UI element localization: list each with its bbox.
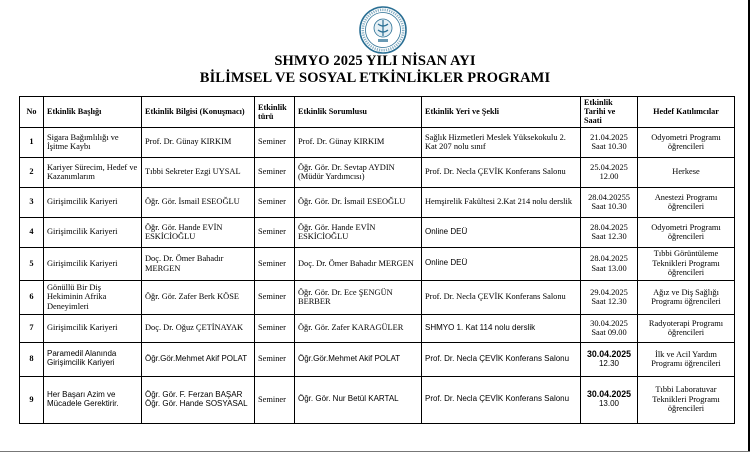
cell-sorumlu: Öğr. Gör. Nur Betül KARTAL — [295, 376, 422, 423]
cell-bilgi: Doç. Dr. Ömer Bahadır MERGEN — [142, 247, 255, 280]
table-row — [20, 342, 735, 376]
cell-sorumlu: Öğr. Gör. Dr. İsmail ESEOĞLU — [295, 187, 422, 217]
cell-tur: Seminer — [255, 127, 295, 157]
cell-sorumlu: Öğr.Gör.Mehmet Akif POLAT — [295, 342, 422, 376]
cell-yer: Prof. Dr. Necla ÇEVİK Konferans Salonu — [422, 280, 581, 314]
cell-tarih: 28.04.2025 Saat 12.30 — [581, 217, 638, 247]
cell-no: 9 — [20, 376, 44, 423]
header-sorumlu: Etkinlik Sorumlusu — [295, 97, 422, 128]
cell-sorumlu: Öğr. Gör. Dr. Sevtap AYDIN (Müdür Yardımcısı) — [295, 157, 422, 187]
bilgi-line-2: Öğr. Gör. Hande SOSYASAL — [145, 398, 248, 408]
cell-yer: SHMYO 1. Kat 114 nolu derslik — [422, 314, 581, 342]
cell-tarih: 28.04.20255 Saat 10.30 — [581, 187, 638, 217]
cell-tur: Seminer — [255, 314, 295, 342]
header-tarih: Etkinlik Tarihi ve Saati — [581, 97, 638, 128]
title-line-2: BİLİMSEL VE SOSYAL ETKİNLİKLER PROGRAMI — [199, 70, 551, 86]
cell-no: 8 — [20, 342, 44, 376]
cell-yer: Online DEÜ — [422, 247, 581, 280]
title-line-1: SHMYO 2025 YILI NİSAN AYI — [274, 53, 476, 69]
header-yer: Etkinlik Yeri ve Şekli — [422, 97, 581, 128]
cell-no: 2 — [20, 157, 44, 187]
cell-bilgi: Öğr.Gör.Mehmet Akif POLAT — [142, 342, 255, 376]
header-bilgi: Etkinlik Bilgisi (Konuşmacı) — [142, 97, 255, 128]
tarih-date: 30.04.2025 — [586, 348, 632, 359]
cell-no: 5 — [20, 247, 44, 280]
cell-sorumlu: Doç. Dr. Ömer Bahadır MERGEN — [295, 247, 422, 280]
cell-yer: Sağlık Hizmetleri Meslek Yüksekokulu 2. Kat 207 nolu sınıf — [422, 127, 581, 157]
cell-tur: Seminer — [255, 217, 295, 247]
table-row — [20, 217, 735, 247]
table-row — [20, 376, 735, 423]
cell-tarih: 29.04.2025 Saat 12.30 — [581, 280, 638, 314]
cell-bilgi: Doç. Dr. Oğuz ÇETİNAYAK — [142, 314, 255, 342]
cell-hedef: Ağız ve Diş Sağlığı Programı öğrencileri — [638, 280, 735, 314]
cell-baslik: Her Başarı Azim ve Mücadele Gerektirir. — [44, 376, 142, 423]
table-row — [20, 187, 735, 217]
cell-baslik: Girişimcilik Kariyeri — [44, 217, 142, 247]
cell-yer: Prof. Dr. Necla ÇEVİK Konferans Salonu — [422, 342, 581, 376]
cell-baslik: Paramedil Alanında Girişimcilik Kariyeri — [44, 342, 142, 376]
header-hedef: Hedef Katılımcılar — [638, 97, 735, 128]
cell-baslik: Girişimcilik Kariyeri — [44, 314, 142, 342]
cell-baslik: Kariyer Sürecim, Hedef ve Kazanımlarım — [44, 157, 142, 187]
program-table — [19, 96, 735, 424]
table-row — [20, 127, 735, 157]
cell-hedef: Odyometri Programı öğrencileri — [638, 217, 735, 247]
tarih-date: 30.04.2025 — [586, 389, 632, 400]
cell-bilgi: Tıbbi Sekreter Ezgi UYSAL — [142, 157, 255, 187]
cell-hedef: Anestezi Programı öğrencileri — [638, 187, 735, 217]
tarih-time: 13.00 — [598, 399, 620, 408]
cell-no: 1 — [20, 127, 44, 157]
cell-hedef: Herkese — [638, 157, 735, 187]
cell-sorumlu: Öğr. Gör. Hande EVİN ESKİCİOĞLU — [295, 217, 422, 247]
cell-bilgi: Prof. Dr. Günay KIRKIM — [142, 127, 255, 157]
table-row — [20, 314, 735, 342]
cell-tur: Seminer — [255, 376, 295, 423]
cell-hedef: Tıbbi Görüntüleme Teknikleri Programı öğrencileri — [638, 247, 735, 280]
cell-baslik: Girişimcilik Kariyeri — [44, 247, 142, 280]
header-baslik: Etkinlik Başlığı — [44, 97, 142, 128]
cell-sorumlu: Öğr. Gör. Zafer KARAGÜLER — [295, 314, 422, 342]
cell-yer: Online DEÜ — [422, 217, 581, 247]
cell-yer: Prof. Dr. Necla ÇEVİK Konferans Salonu — [422, 157, 581, 187]
university-seal-logo — [359, 6, 407, 54]
cell-baslik: Sigara Bağımlılığı ve İşitme Kaybı — [44, 127, 142, 157]
table-row — [20, 280, 735, 314]
cell-no: 7 — [20, 314, 44, 342]
cell-yer: Prof. Dr. Necla ÇEVİK Konferans Salonu — [422, 376, 581, 423]
cell-tarih: 25.04.2025 12.00 — [581, 157, 638, 187]
table-row — [20, 247, 735, 280]
header-no: No — [20, 97, 44, 128]
cell-sorumlu: Öğr. Gör. Dr. Ece ŞENGÜN BERBER — [295, 280, 422, 314]
bilgi-line-1: Öğr. Gör. F. Ferzan BAŞAR — [145, 389, 243, 399]
cell-no: 4 — [20, 217, 44, 247]
cell-tarih: 30.04.2025 Saat 09.00 — [581, 314, 638, 342]
cell-tur: Seminer — [255, 247, 295, 280]
tarih-time: 12.30 — [598, 358, 620, 368]
table-header-row — [20, 97, 735, 128]
cell-no: 6 — [20, 280, 44, 314]
cell-bilgi: Öğr. Gör. Zafer Berk KÖSE — [142, 280, 255, 314]
cell-tur: Seminer — [255, 280, 295, 314]
cell-tarih: 21.04.2025 Saat 10.30 — [581, 127, 638, 157]
cell-tarih: 28.04.2025 Saat 13.00 — [581, 247, 638, 280]
cell-tur: Seminer — [255, 342, 295, 376]
cell-hedef: İlk ve Acil Yardım Programı öğrencileri — [638, 342, 735, 376]
cell-bilgi — [142, 376, 255, 423]
cell-tarih — [581, 342, 638, 376]
cell-no: 3 — [20, 187, 44, 217]
cell-tur: Seminer — [255, 187, 295, 217]
header-tur: Etkinlik türü — [255, 97, 295, 128]
cell-bilgi: Öğr. Gör. Hande EVİN ESKİCİOĞLU — [142, 217, 255, 247]
cell-tur: Seminer — [255, 157, 295, 187]
cell-tarih — [581, 376, 638, 423]
cell-yer: Hemşirelik Fakültesi 2.Kat 214 nolu derslik — [422, 187, 581, 217]
cell-baslik: Girişimcilik Kariyeri — [44, 187, 142, 217]
cell-hedef: Odyometri Programı öğrencileri — [638, 127, 735, 157]
cell-hedef: Tıbbi Laboratuvar Teknikleri Programı öğrencileri — [638, 376, 735, 423]
cell-bilgi: Öğr. Gör. İsmail ESEOĞLU — [142, 187, 255, 217]
cell-baslik: Gönüllü Bir Diş Hekiminin Afrika Deneyimleri — [44, 280, 142, 314]
cell-sorumlu: Prof. Dr. Günay KIRKIM — [295, 127, 422, 157]
cell-hedef: Radyoterapi Programı öğrencileri — [638, 314, 735, 342]
table-row — [20, 157, 735, 187]
